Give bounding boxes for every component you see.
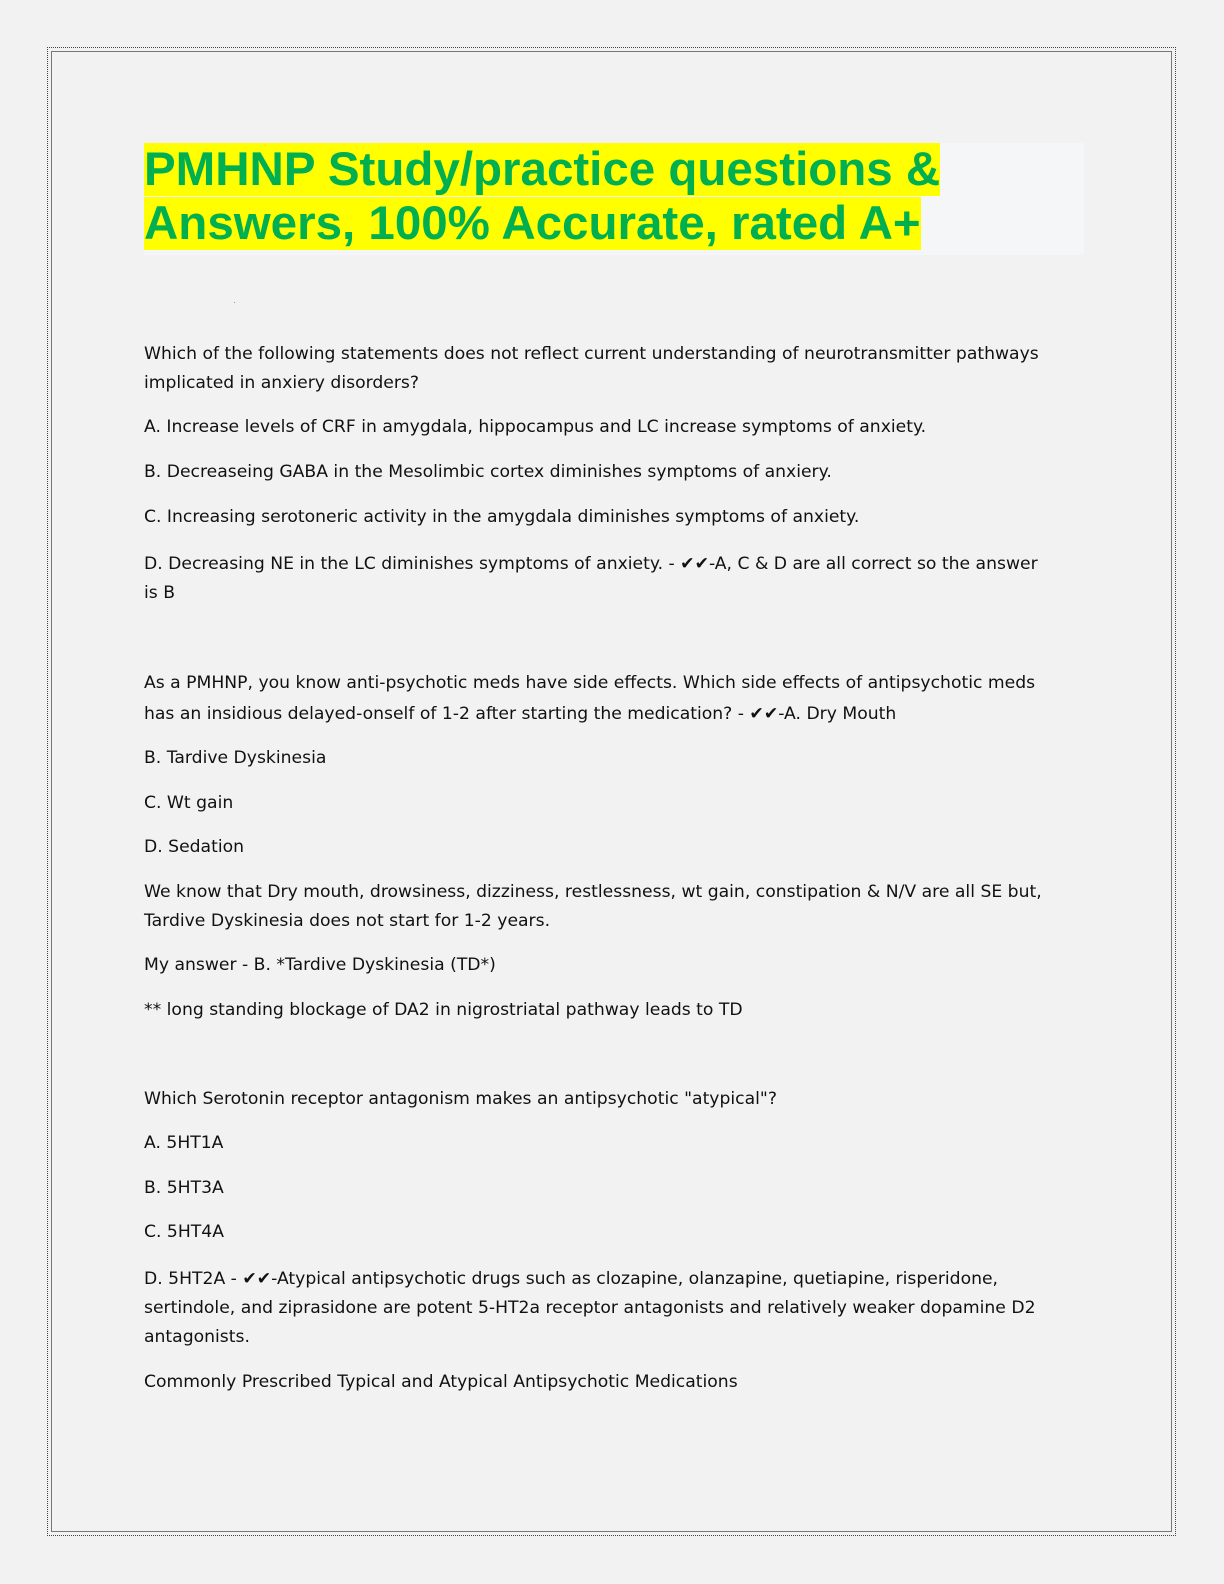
q2-option-d: D. Sedation — [144, 837, 245, 857]
q1-question-line-1: Which of the following statements does not reflect current understanding of neurotransmitter pathways — [144, 344, 1039, 364]
title-line-2: Answers, 100% Accurate, rated A+ — [144, 197, 921, 250]
q2-note: ** long standing blockage of DA2 in nigrostriatal pathway leads to TD — [144, 1000, 743, 1020]
stray-mark — [234, 302, 235, 303]
document-title — [144, 143, 940, 251]
q3-option-b: B. 5HT3A — [144, 1178, 224, 1198]
q3-question: Which Serotonin receptor antagonism makes an antipsychotic "atypical"? — [144, 1089, 777, 1109]
q1-question-line-2: implicated in anxiery disorders? — [144, 373, 419, 393]
q2-question-line-2: has an insidious delayed-onself of 1-2 after starting the medication? - ✔✔-A. Dry Mouth — [144, 704, 897, 724]
q2-option-b: B. Tardive Dyskinesia — [144, 748, 327, 768]
q1-option-d-line-1: D. Decreasing NE in the LC diminishes symptoms of anxiety. - ✔✔-A, C & D are all correct so the answer — [144, 554, 1038, 574]
q2-option-c: C. Wt gain — [144, 793, 234, 813]
q3-option-d-line-1: D. 5HT2A - ✔✔-Atypical antipsychotic drugs such as clozapine, olanzapine, quetiapine, risperidone, — [144, 1269, 999, 1289]
q1-option-a: A. Increase levels of CRF in amygdala, hippocampus and LC increase symptoms of anxiety. — [144, 417, 927, 437]
title-line-1: PMHNP Study/practice questions & — [144, 143, 941, 196]
q1-option-c: C. Increasing serotoneric activity in the amygdala diminishes symptoms of anxiety. — [144, 507, 860, 527]
q2-question-line-1: As a PMHNP, you know anti-psychotic meds have side effects. Which side effects of antipsychotic meds — [144, 673, 1036, 693]
q3-footer-heading: Commonly Prescribed Typical and Atypical Antipsychotic Medications — [144, 1372, 738, 1392]
q2-explanation-line-1: We know that Dry mouth, drowsiness, dizziness, restlessness, wt gain, constipation & N/V are all SE but, — [144, 882, 1042, 902]
q3-option-c: C. 5HT4A — [144, 1222, 224, 1242]
q3-option-a: A. 5HT1A — [144, 1133, 224, 1153]
q3-option-d-line-3: antagonists. — [144, 1327, 250, 1347]
q2-my-answer: My answer - B. *Tardive Dyskinesia (TD*) — [144, 955, 496, 975]
q2-explanation-line-2: Tardive Dyskinesia does not start for 1-2 years. — [144, 911, 551, 931]
q1-option-b: B. Decreaseing GABA in the Mesolimbic cortex diminishes symptoms of anxiery. — [144, 462, 832, 482]
q1-option-d-line-2: is B — [144, 583, 175, 603]
q3-option-d-line-2: sertindole, and ziprasidone are potent 5-HT2a receptor antagonists and relatively weaker dopamine D2 — [144, 1298, 1036, 1318]
